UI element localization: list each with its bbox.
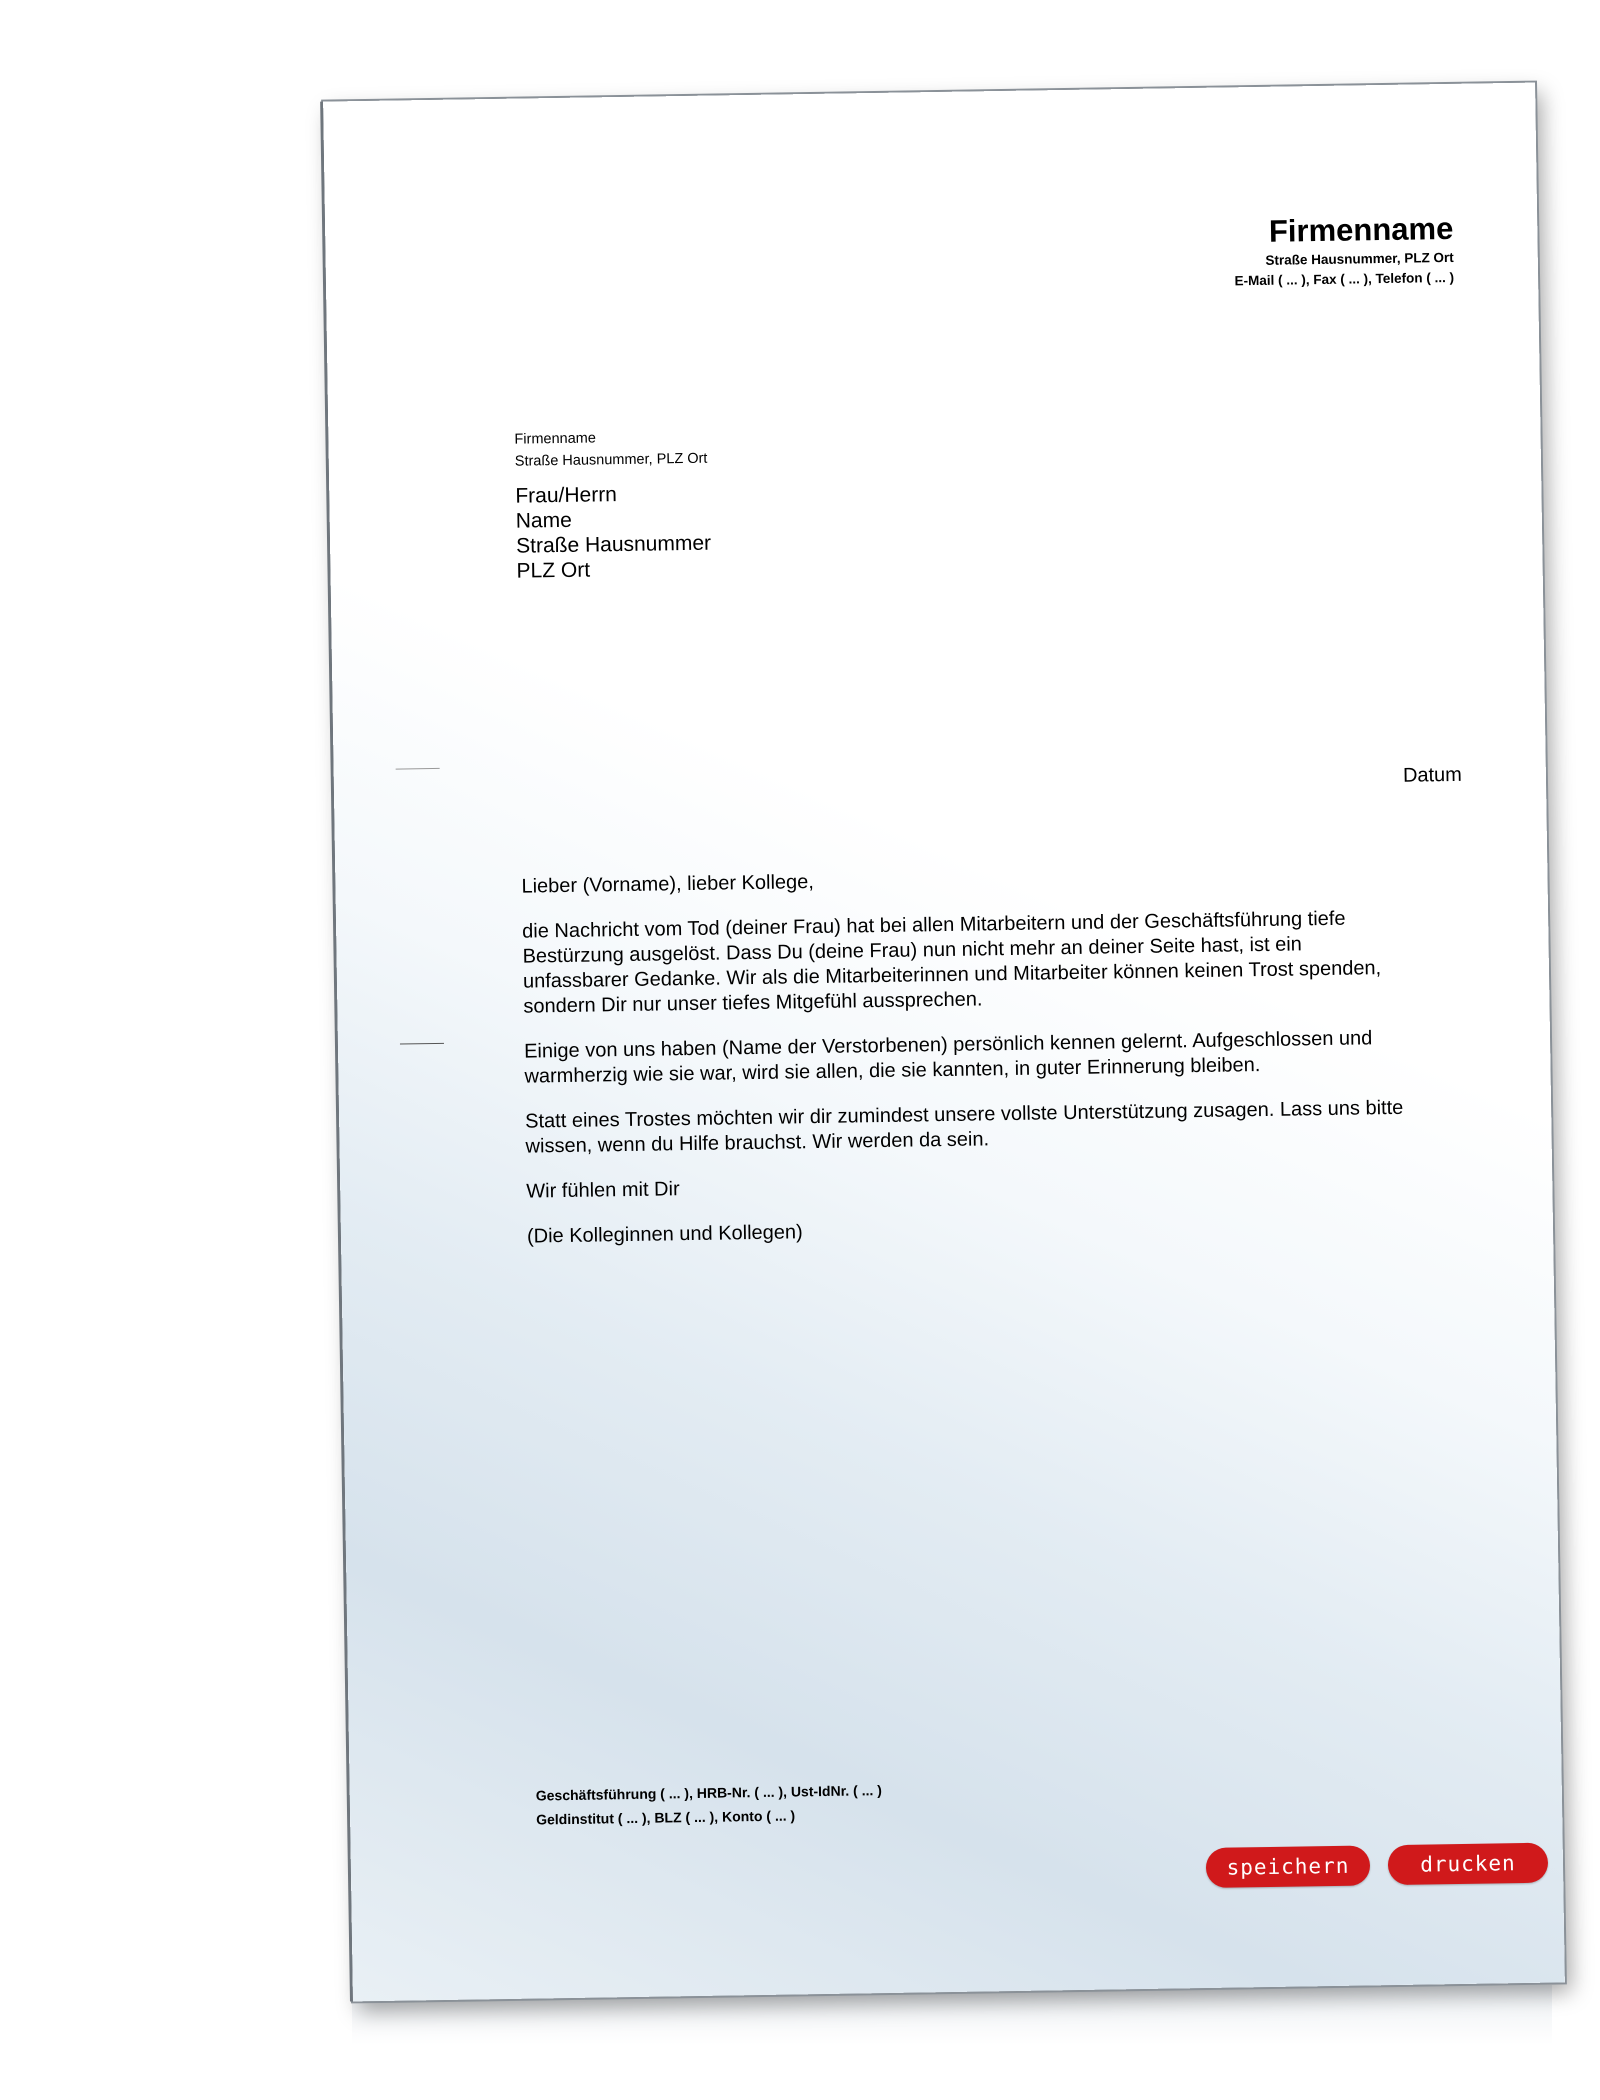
letterhead — [1234, 210, 1455, 291]
print-button[interactable]: drucken — [1388, 1843, 1549, 1886]
letter-date: Datum — [1402, 763, 1463, 787]
recipient-city: PLZ Ort — [516, 558, 591, 583]
letterhead-contact: E-Mail ( ... ), Fax ( ... ), Telefon ( ... ) — [1234, 269, 1455, 289]
save-button[interactable]: speichern — [1206, 1845, 1371, 1888]
footer-company-info: Geschäftsführung ( ... ), HRB-Nr. ( ... ), Ust-IdNr. ( ... ) — [535, 1782, 882, 1804]
letter-body — [521, 861, 1407, 1270]
letter-footer — [536, 1778, 883, 1831]
footer-bank-info: Geldinstitut ( ... ), BLZ ( ... ), Konto ( ... ) — [536, 1807, 796, 1828]
closing: Wir fühlen mit Dir — [526, 1178, 680, 1203]
sender-block — [514, 426, 707, 473]
letterhead-address: Straße Hausnummer, PLZ Ort — [1265, 249, 1454, 268]
body-paragraph: Statt eines Trostes möchten wir dir zumindest unsere vollste Unterstützung zusagen. Lass uns bitte wissen, wenn du Hilfe brauchst. Wir werden da sein. — [525, 1096, 1404, 1158]
body-paragraph: Einige von uns haben (Name der Verstorbenen) persönlich kennen gelernt. Aufgeschlossen und warmherzig wie sie war, wird sie allen, die sie kannten, in guter Erinnerung bleiben. — [523, 1027, 1373, 1088]
body-paragraph: die Nachricht vom Tod (deiner Frau) hat bei allen Mitarbeitern und der Geschäftsführung tiefe Bestürzung ausgelöst. Dass Du (deine Frau) nun nicht mehr an deiner Seite hast, ist ein unfassbarer Gedanke. Wir als die Mitarbeiterinnen und Mitarbeiter können keinen Trost spenden, sondern Dir nur unser tiefes Mitgefühl aussprechen. — [522, 907, 1382, 1018]
sender-company: Firmenname — [514, 430, 596, 448]
recipient-street: Straße Hausnummer — [515, 531, 712, 558]
letterhead-company: Firmenname — [1268, 210, 1454, 249]
sender-address: Straße Hausnummer, PLZ Ort — [514, 450, 708, 470]
letter-page — [323, 83, 1565, 2002]
recipient-salutation: Frau/Herrn — [515, 483, 618, 508]
punch-mark — [400, 1043, 444, 1045]
recipient-name: Name — [515, 508, 572, 533]
fold-mark — [396, 768, 440, 770]
greeting: Lieber (Vorname), lieber Kollege, — [521, 871, 815, 898]
recipient-block — [515, 481, 711, 584]
signature: (Die Kolleginnen und Kollegen) — [526, 1221, 803, 1248]
